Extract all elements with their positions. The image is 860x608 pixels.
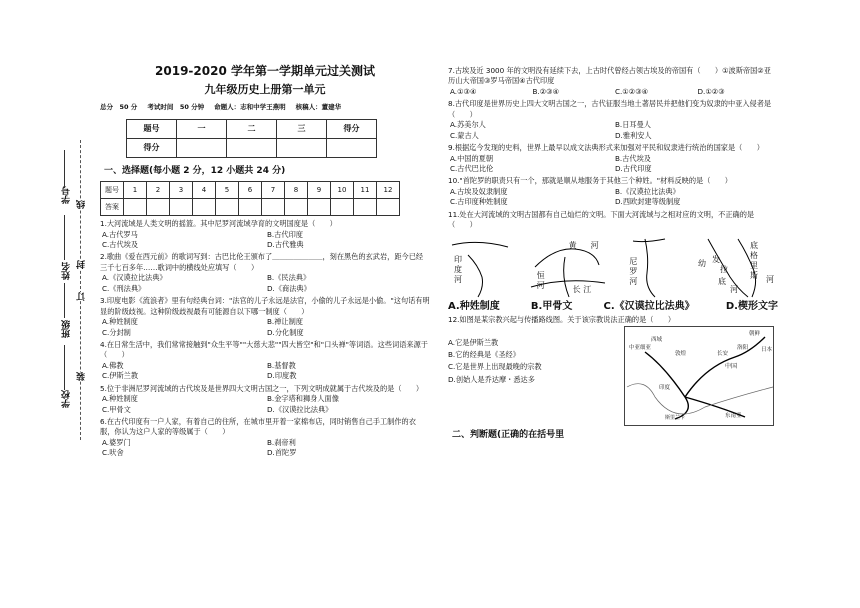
answer-header-cell: 1 — [124, 182, 147, 199]
q12-option: A.它是伊斯兰教 — [448, 337, 499, 347]
option-item[interactable]: D.《商法典》 — [267, 283, 311, 293]
seal-char: 封 — [77, 260, 87, 269]
map-caption: A.种姓制度 — [448, 300, 500, 312]
answer-header-cell: 9 — [308, 182, 331, 199]
option-item[interactable]: D.《汉谟拉比法典》 — [267, 404, 333, 414]
map4-label: 格 — [749, 250, 758, 260]
option-item[interactable]: B.禅让制度 — [267, 317, 303, 327]
question-text: 10."首陀罗的职责只有一个，那就是顺从地服务于其他三个种姓。"材料反映的是（ ） — [448, 176, 732, 186]
answer-cell[interactable] — [170, 199, 193, 216]
answer-cell[interactable] — [147, 199, 170, 216]
score-cell[interactable] — [277, 138, 327, 157]
option-item[interactable]: C.伊斯兰教 — [102, 371, 139, 381]
option-item[interactable]: C.分封制 — [102, 327, 131, 337]
score-cell[interactable] — [327, 138, 377, 157]
map4-label: 幼 — [697, 258, 706, 268]
china-river-map — [525, 237, 621, 299]
questions-right — [448, 66, 778, 231]
option-item[interactable]: C.蒙古人 — [450, 130, 479, 140]
option-item[interactable]: A.婆罗门 — [102, 437, 131, 447]
question-text: 11.处在大河流域的文明古国都有自己灿烂的文明。下面大河流域与之相对应的文明，不正确的是（ ） — [448, 209, 755, 230]
answer-header-cell: 6 — [239, 182, 262, 199]
option-item[interactable]: B.基督教 — [267, 360, 296, 370]
exam-time: 考试时间 50 分钟 — [147, 102, 205, 111]
answer-header-cell: 4 — [193, 182, 216, 199]
river-maps — [448, 237, 778, 299]
q12-option: B.它的经典是《圣经》 — [448, 349, 520, 359]
question-text: 7.古埃及近 3000 年的文明没有延续下去，上古时代曾经占领古埃及的帝国有（ ）①波斯帝国②亚历山大帝国③罗马帝国④古代印度 — [448, 66, 771, 86]
option-item[interactable]: A.古埃及奴隶制度 — [450, 186, 508, 196]
class-label: 班级 — [62, 320, 72, 338]
option-item[interactable]: C.吠舍 — [102, 448, 124, 458]
map4-label: 河 — [765, 274, 774, 284]
question-text: 8.古代印度是世界历史上四大文明古国之一，古代征服当地土著居民并把他们变为奴隶的中亚入侵者是（ ） — [448, 99, 772, 119]
option-item[interactable]: C.①②③④ — [615, 86, 649, 96]
answer-header-cell: 11 — [354, 182, 377, 199]
score-cell[interactable] — [227, 138, 277, 157]
right-column — [448, 64, 778, 445]
q12-block — [448, 326, 778, 426]
option-item[interactable]: B.《民法典》 — [267, 273, 311, 283]
checker: 核稿人：董建华 — [295, 102, 342, 111]
answer-cell[interactable] — [262, 199, 285, 216]
binding-dashed-line — [80, 140, 81, 440]
nile-map — [625, 237, 673, 299]
score-label: 得分 — [127, 138, 177, 157]
exam-no-line[interactable] — [64, 150, 65, 188]
answer-cell[interactable] — [216, 199, 239, 216]
map2-label: 河 — [590, 240, 599, 250]
question-options — [100, 361, 430, 382]
option-item[interactable]: A.佛教 — [102, 360, 124, 370]
option-item[interactable]: D.古代印度 — [615, 163, 652, 173]
bind-char: 订 — [77, 292, 87, 301]
answer-header-cell: 8 — [285, 182, 308, 199]
map4-label: 底 — [749, 240, 758, 250]
answer-row-label: 答案 — [101, 199, 124, 216]
map-label: 长安 — [717, 350, 729, 357]
option-item[interactable]: B.古代印度 — [267, 229, 303, 239]
option-item[interactable]: B.《汉谟拉比法典》 — [615, 186, 680, 196]
answer-table — [100, 181, 400, 216]
score-table — [126, 119, 377, 158]
map4-label: 拉 — [719, 264, 728, 274]
map-label: 中国 — [725, 362, 738, 370]
score-head: 二 — [227, 119, 277, 138]
option-item[interactable]: B.刹帝利 — [267, 437, 296, 447]
map4-label: 底 — [717, 276, 726, 286]
option-item[interactable]: D.西欧封建等级制度 — [615, 197, 681, 207]
question-options — [448, 87, 778, 97]
question-options — [448, 120, 778, 141]
question-12: 12.如图是某宗教兴起与传播路线图。关于该宗教说法正确的是（ ） — [448, 315, 676, 325]
author: 命题人：志和中学王燕明 — [214, 102, 286, 111]
questions-left — [100, 219, 430, 459]
option-item[interactable]: B.金字塔和狮身人面像 — [267, 394, 339, 404]
map-label: 朝鲜 — [749, 330, 761, 337]
option-item[interactable]: A.苏美尔人 — [450, 120, 486, 130]
map-caption: B.甲骨文 — [530, 300, 573, 312]
option-item[interactable]: A.种姓制度 — [102, 317, 138, 327]
exam-no-label: 学号 — [62, 186, 72, 204]
answer-header-cell: 5 — [216, 182, 239, 199]
option-item[interactable]: D.古代雅典 — [267, 240, 304, 249]
left-column — [100, 64, 430, 459]
map4-label: 斯 — [749, 270, 758, 280]
name-label: 姓名 — [62, 262, 72, 280]
map2-label: 恒 — [536, 270, 545, 280]
question-options — [100, 438, 430, 459]
question-text: 9.根据迄今发现的史料，世界上最早以成文法典形式来加强对平民和奴隶进行统治的国家是（ ） — [448, 143, 764, 153]
map2-label: 黄 — [568, 240, 577, 250]
answer-cell[interactable] — [377, 199, 400, 216]
question-text: 3.印度电影《流浪者》里有句经典台词："法官的儿子永远是法官，小偷的儿子永远是小偷。"这句话有明显的阶级歧视。这种阶级歧视最有可能源自以下哪一制度（ ） — [100, 296, 430, 316]
question-options — [448, 187, 778, 208]
answer-cell[interactable] — [354, 199, 377, 216]
option-item[interactable]: B.②③④ — [532, 86, 560, 96]
indus-map — [448, 237, 520, 299]
question-options — [100, 273, 430, 294]
map4-label: 发 — [711, 254, 720, 264]
map-label: 印度 — [659, 384, 671, 391]
answer-header-cell: 10 — [331, 182, 354, 199]
map-caption: C.《汉谟拉比法典》 — [603, 300, 695, 312]
answer-cell[interactable] — [124, 199, 147, 216]
q12-option: C.它是世界上出现最晚的宗教 — [448, 362, 542, 372]
class-line[interactable] — [64, 283, 65, 318]
map2-label: 河 — [536, 280, 545, 290]
exam-subtitle: 九年级历史上册第一单元 — [204, 83, 326, 96]
map-label: 东南亚 — [725, 412, 742, 419]
answer-cell[interactable] — [193, 199, 216, 216]
option-item[interactable]: B.日耳曼人 — [615, 120, 651, 130]
option-item[interactable]: C.古印度种姓制度 — [450, 197, 508, 207]
score-cell[interactable] — [177, 138, 227, 157]
question-options — [100, 394, 430, 415]
answer-header-cell: 题号 — [101, 182, 124, 199]
answer-header-cell: 12 — [377, 182, 400, 199]
score-head: 得分 — [327, 119, 377, 138]
map3-label: 罗 — [629, 266, 638, 276]
exam-info — [100, 103, 430, 111]
map1-label: 河 — [454, 274, 462, 284]
map1-label: 印 — [454, 254, 462, 264]
option-item[interactable]: C.古代埃及 — [102, 240, 139, 249]
map-label: 敦煌 — [675, 350, 687, 357]
exam-title: 2019-2020 学年第一学期单元过关测试 — [155, 64, 375, 78]
answer-cell[interactable] — [285, 199, 308, 216]
school-label: 学校 — [62, 390, 72, 408]
map3-label: 河 — [629, 276, 638, 286]
question-text: 4.在日常生活中，我们常常接触到"众生平等""大慈大悲""四大皆空"和"口头禅"等词语。这些词语来源于（ ） — [100, 339, 428, 360]
question-text: 1.大河流域是人类文明的摇篮。其中尼罗河流域孕育的文明国度是（ ） — [100, 219, 337, 229]
option-item[interactable]: A.种姓制度 — [102, 394, 138, 404]
option-item[interactable]: A.《汉谟拉比法典》 — [102, 273, 167, 283]
map-label: 西域 — [651, 336, 663, 343]
section2-title: 二、判断题(正确的在括号里 — [452, 429, 565, 440]
answer-header-cell: 3 — [170, 182, 193, 199]
option-item[interactable]: D.印度教 — [267, 371, 297, 381]
school-line[interactable] — [64, 345, 65, 390]
option-item[interactable]: A.古代罗马 — [102, 229, 138, 239]
q12-options — [448, 336, 618, 426]
mesopotamia-map — [678, 237, 778, 299]
option-item[interactable]: C.古代巴比伦 — [450, 163, 494, 173]
option-item[interactable]: D.分化制度 — [267, 327, 304, 337]
question-text: 2.歌曲《爱在西元前》的歌词写到：古巴比伦王颁布了＿＿＿＿＿＿＿，刻在黑色的玄武岩，距今已经三千七百多年……歌词中的横线处应填写（ ） — [100, 252, 424, 272]
answer-header-cell: 2 — [147, 182, 170, 199]
map-label: 斯里兰卡 — [665, 414, 686, 421]
line-char: 线 — [77, 200, 87, 209]
option-item[interactable]: D.①②③ — [697, 86, 725, 96]
map-label: 洛阳 — [737, 344, 749, 351]
score-head: 题号 — [127, 119, 177, 138]
option-item[interactable]: C.甲骨文 — [102, 404, 131, 414]
map-label: 中亚细亚 — [629, 344, 652, 351]
section1-title: 一、选择题(每小题 2 分，12 小题共 24 分) — [104, 165, 286, 176]
question-options — [100, 230, 430, 251]
score-head: 一 — [177, 119, 227, 138]
question-options — [100, 317, 430, 338]
answer-cell[interactable] — [331, 199, 354, 216]
religion-spread-map — [624, 326, 774, 426]
total-score: 总分 50 分 — [100, 102, 138, 111]
answer-header-cell: 7 — [262, 182, 285, 199]
map-captions — [448, 301, 778, 314]
q12-option: D.创始人是乔达摩・悉达多 — [448, 374, 535, 384]
option-item[interactable]: A.①③④ — [450, 86, 477, 96]
answer-cell[interactable] — [308, 199, 331, 216]
answer-cell[interactable] — [239, 199, 262, 216]
option-item[interactable]: B.古代埃及 — [615, 153, 651, 163]
map4-label: 河 — [729, 284, 738, 294]
option-item[interactable]: D.雅利安人 — [615, 130, 652, 140]
name-line[interactable] — [64, 215, 65, 260]
option-item[interactable]: D.首陀罗 — [267, 448, 297, 458]
question-options — [448, 154, 778, 175]
option-item[interactable]: C.《刑法典》 — [102, 283, 146, 293]
map4-label: 里 — [749, 260, 758, 270]
map2-label: 长 江 — [572, 284, 592, 294]
map1-label: 度 — [454, 264, 462, 274]
question-text: 5.位于非洲尼罗河流域的古代埃及是世界四大文明古国之一，下列文明成就属于古代埃及的是（ ） — [100, 383, 424, 393]
map3-label: 尼 — [629, 256, 638, 266]
map-label: 日本 — [761, 346, 773, 353]
binding-margin — [0, 0, 100, 608]
option-item[interactable]: A.中国的夏朝 — [450, 153, 494, 163]
fold-char: 装 — [77, 372, 87, 381]
score-head: 三 — [277, 119, 327, 138]
map-caption: D.楔形文字 — [725, 300, 778, 312]
question-text: 6.在古代印度有一户人家，有着自己的住所，在城市里开着一家棉布店，同时销售自己手工制作的衣服，你认为这户人家的等级属于（ ） — [100, 417, 416, 437]
